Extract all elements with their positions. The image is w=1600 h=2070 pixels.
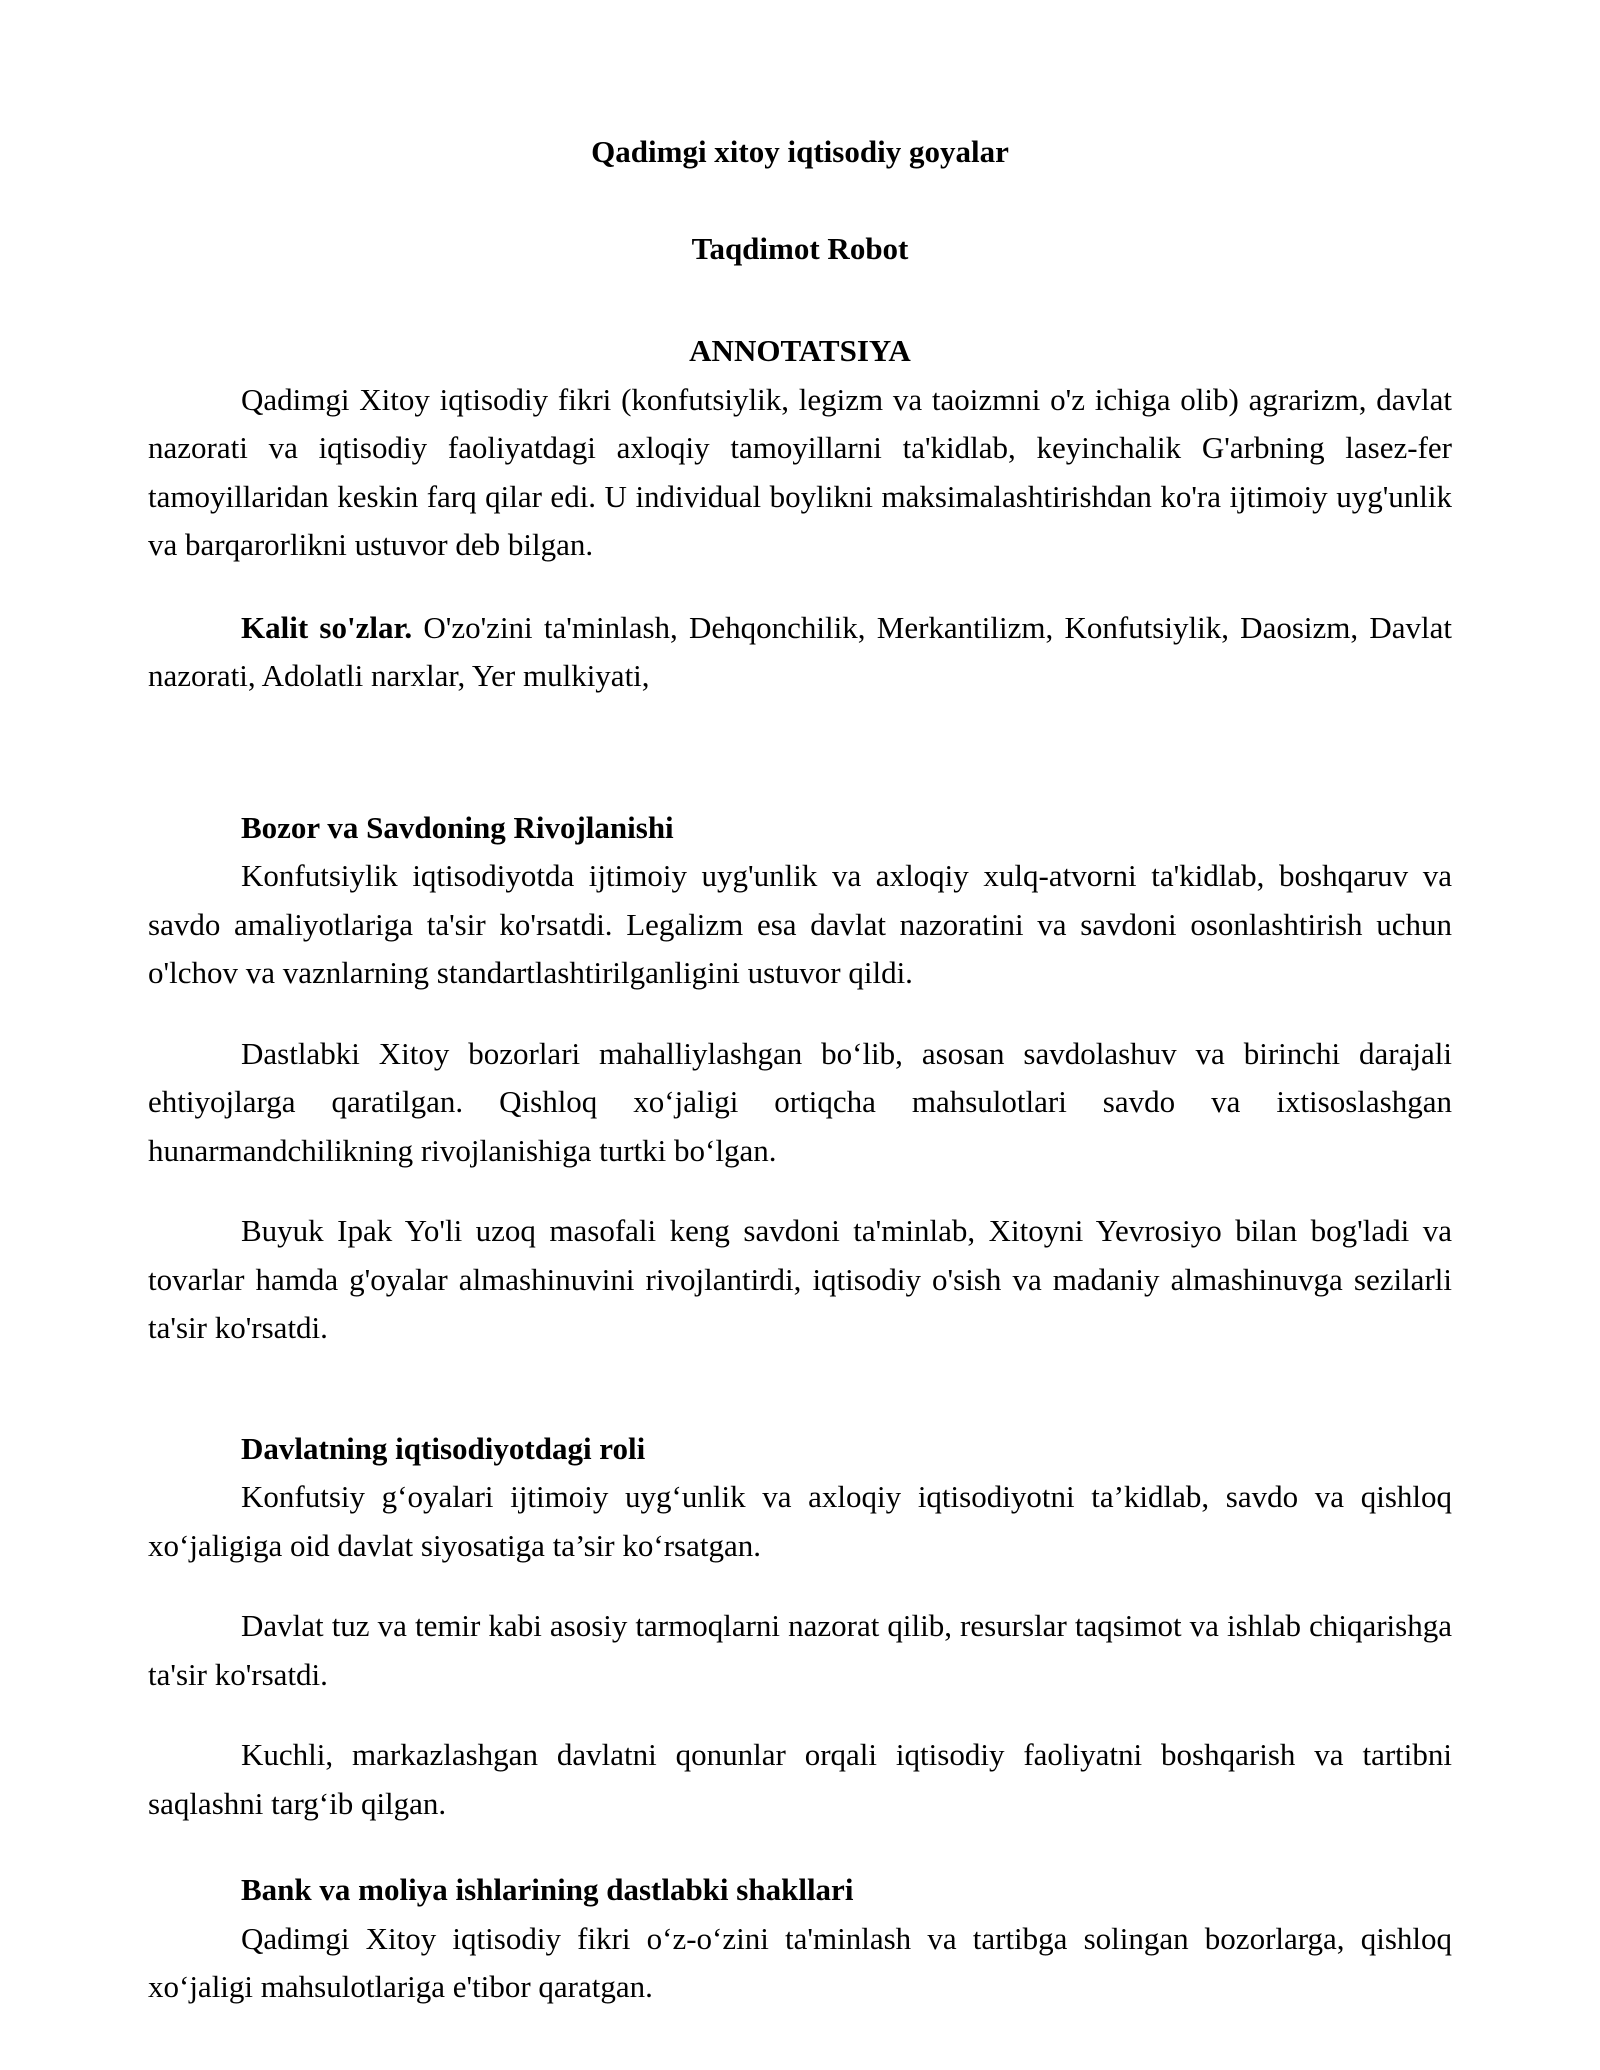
section-heading-market-trade: Bozor va Savdoning Rivojlanishi (241, 809, 674, 845)
section-heading-banking-finance: Bank va moliya ishlarining dastlabki shakllari (241, 1872, 854, 1907)
section-heading-state-role: Davlatning iqtisodiyotdagi roli (241, 1430, 646, 1466)
document-page (148, 128, 1452, 2012)
section-paragraph: Konfutsiylik iqtisodiyotda ijtimoiy uyg'unlik va axloqiy xulq-atvorni ta'kidlab, boshqaruv va savdo amaliyotlariga ta'sir ko'rsatdi. Legalizm esa davlat nazoratini va savdoni osonlashtirish uchun o'lchov va vaznlarning standartlashtirilganligini ustuvor qildi. (148, 858, 1452, 990)
section-paragraph: Konfutsiy g‘oyalari ijtimoiy uyg‘unlik va axloqiy iqtisodiyotni ta’kidlab, savdo va qishloq xo‘jaligiga oid davlat siyosatiga ta’sir ko‘rsatgan. (148, 1479, 1452, 1563)
section-paragraph: Dastlabki Xitoy bozorlari mahalliylashgan bo‘lib, asosan savdolashuv va birinchi darajali ehtiyojlarga qaratilgan. Qishloq xo‘jaligi ortiqcha mahsulotlari savdo va ixtisoslashgan hunarmandchilikning rivojlanishiga turtki bo‘lgan. (148, 1035, 1452, 1168)
document-title: Qadimgi xitoy iqtisodiy goyalar (591, 134, 1009, 169)
keywords-paragraph (148, 604, 1452, 701)
section-paragraph: Buyuk Ipak Yo'li uzoq masofali keng savdoni ta'minlab, Xitoyni Yevrosiyo bilan bog'ladi va tovarlar hamda g'oyalar almashinuvini rivojlantirdi, iqtisodiy o'sish va madaniy almashinuvga sezilarli ta'sir ko'rsatdi. (148, 1213, 1452, 1345)
annotation-heading: ANNOTATSIYA (689, 333, 911, 368)
document-author: Taqdimot Robot (691, 230, 909, 266)
keywords-label: Kalit so'zlar. (241, 609, 413, 645)
section-paragraph: Davlat tuz va temir kabi asosiy tarmoqlarni nazorat qilib, resurslar taqsimot va ishlab chiqarishga ta'sir ko'rsatdi. (148, 1608, 1452, 1692)
section-paragraph: Kuchli, markazlashgan davlatni qonunlar orqali iqtisodiy faoliyatni boshqarish va tartibni saqlashni targ‘ib qilgan. (148, 1737, 1452, 1821)
keywords-text: O'zo'zini ta'minlash, Dehqonchilik, Merkantilizm, Konfutsiylik, Daosizm, Davlat nazorati, Adolatli narxlar, Yer mulkiyati, (148, 609, 1453, 693)
section-paragraph: Qadimgi Xitoy iqtisodiy fikri o‘z-o‘zini ta'minlash va tartibga solingan bozorlarga, qishloq xo‘jaligi mahsulotlariga e'tibor qaratgan. (148, 1920, 1452, 2004)
annotation-paragraph: Qadimgi Xitoy iqtisodiy fikri (konfutsiylik, legizm va taoizmni o'z ichiga olib) agrarizm, davlat nazorati va iqtisodiy faoliyatdagi axloqiy tamoyillarni ta'kidlab, keyinchalik G'arbning lasez-fer tamoyillaridan keskin farq qilar edi. U individual boylikni maksimalashtirishdan ko'ra ijtimoiy uyg'unlik va barqarorlikni ustuvor deb bilgan. (148, 381, 1452, 562)
